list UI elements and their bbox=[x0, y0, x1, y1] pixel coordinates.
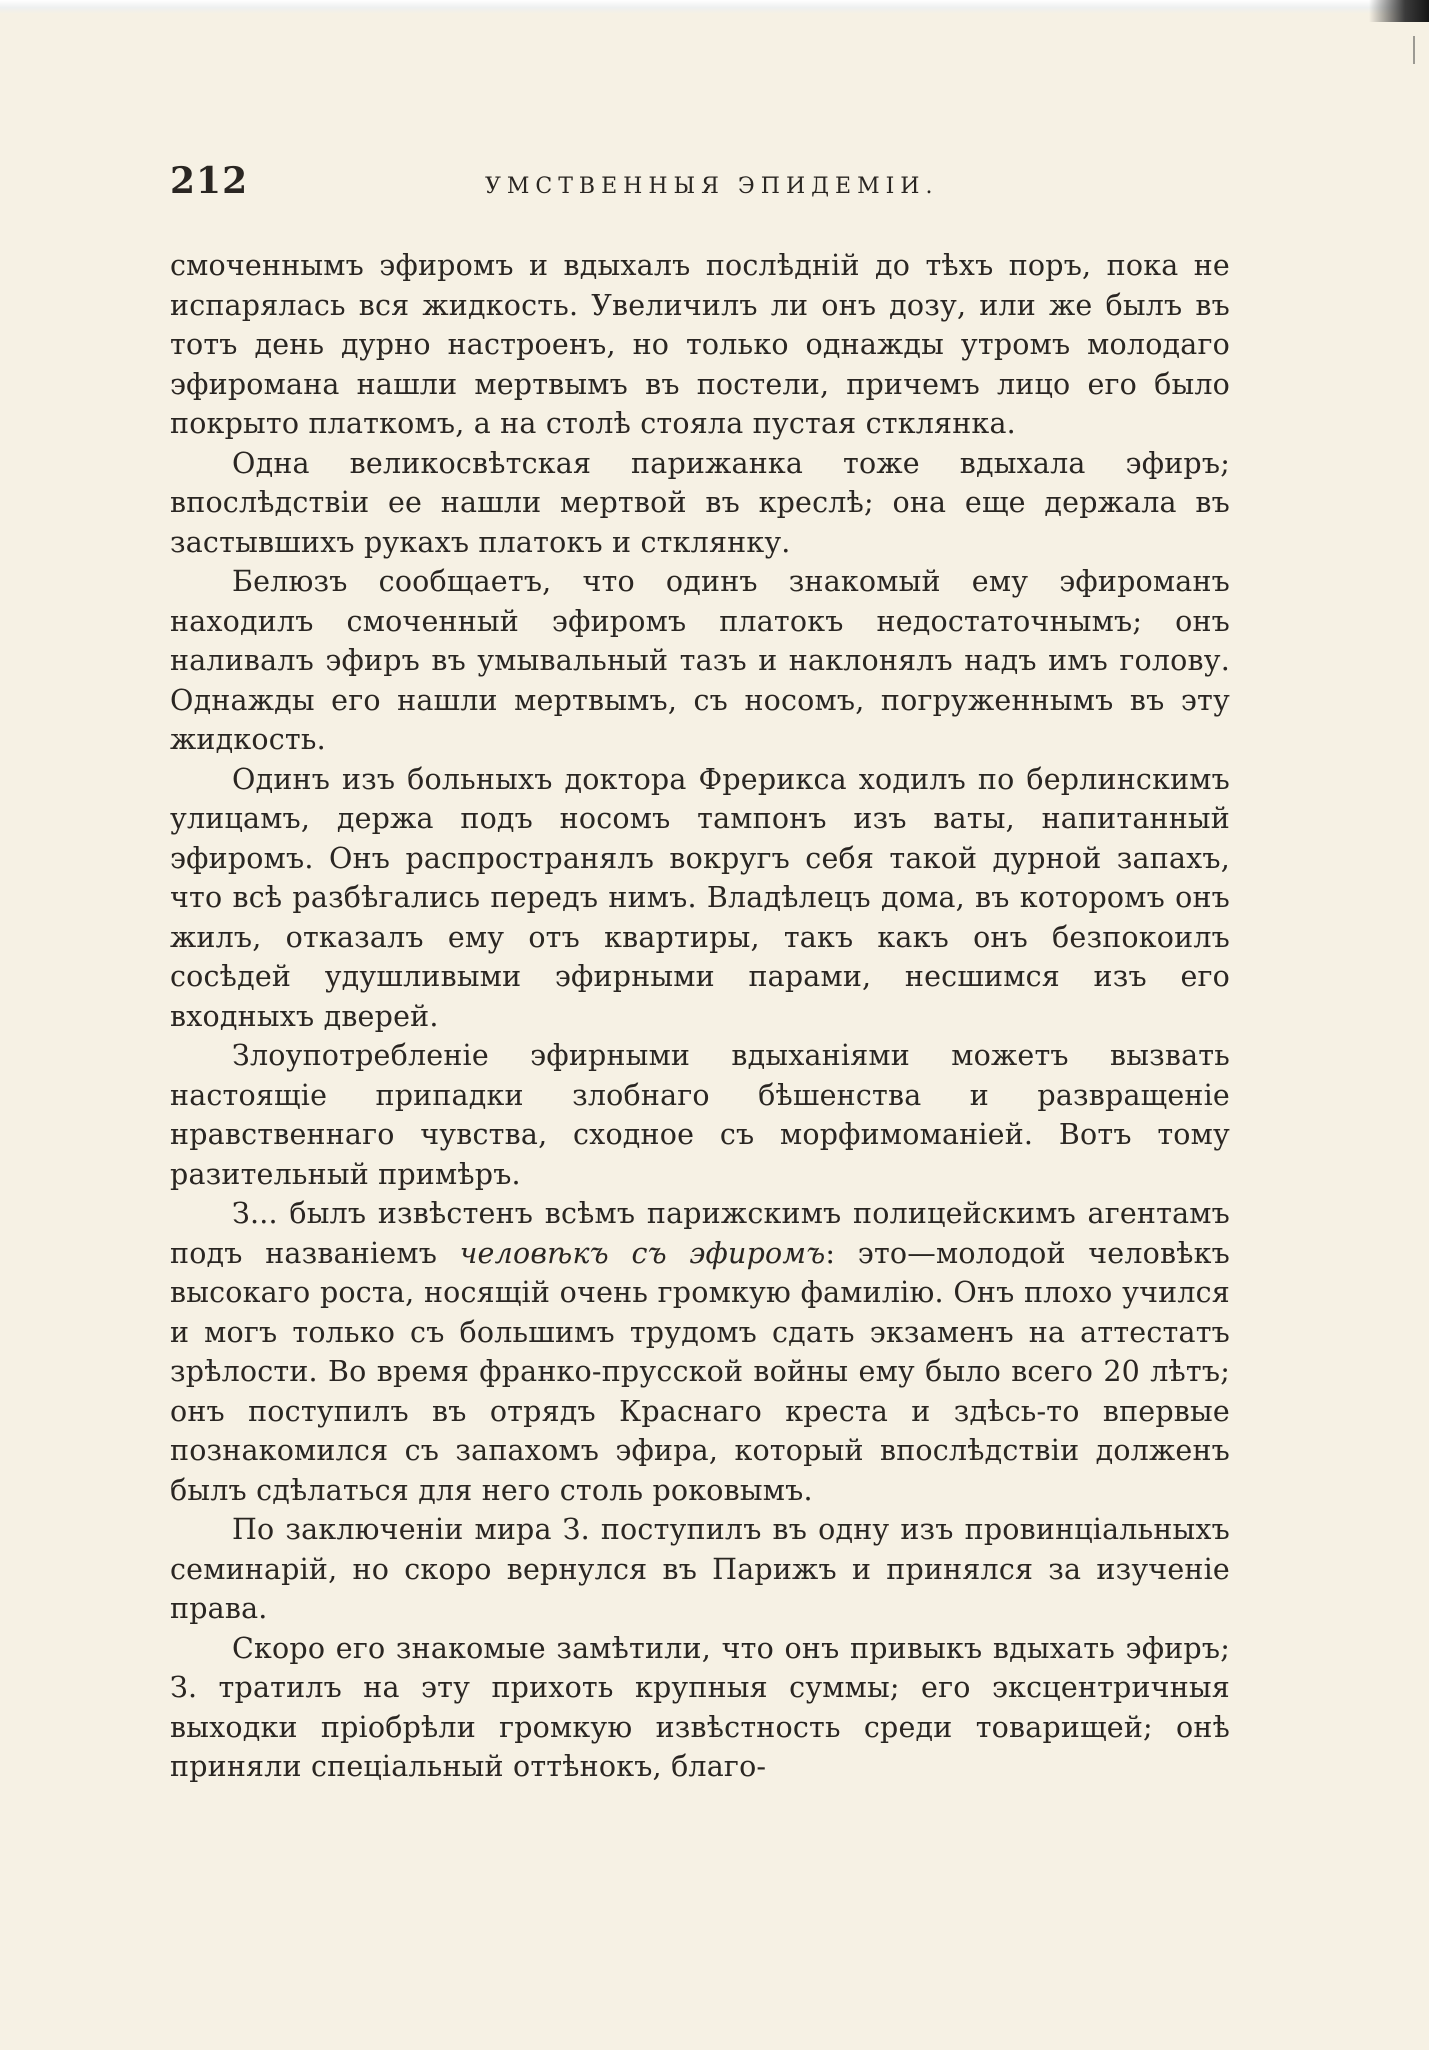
paragraph-8: Скоро его знакомые замѣтили, что онъ привыкъ вдыхать эфиръ; З. тратилъ на эту прихоть крупныя суммы; его эксцентричныя выходки пріобрѣли громкую извѣстность среди товарищей; онѣ приняли спеціальный оттѣнокъ, благо- bbox=[170, 1631, 1230, 1783]
paragraph-1: смоченнымъ эфиромъ и вдыхалъ послѣдній до тѣхъ поръ, пока не испарялась вся жидкость. Увеличилъ ли онъ дозу, или же былъ въ тотъ день дурно настроенъ, но только однажды утромъ молодаго эфиромана нашли мертвымъ въ постели, причемъ лицо его было покрыто платкомъ, а на столѣ стояла пустая стклянка. bbox=[170, 249, 1230, 440]
paragraph-7: По заключеніи мира З. поступилъ въ одну изъ провинціальныхъ семинарій, но скоро вернулся въ Парижъ и принялся за изученіе права. bbox=[170, 1513, 1230, 1625]
scan-corner-shadow bbox=[1369, 0, 1429, 22]
page-number: 212 bbox=[170, 160, 249, 202]
running-title: УМСТВЕННЫЯ ЭПИДЕМІИ. bbox=[485, 174, 939, 199]
page-body bbox=[170, 246, 1230, 1787]
book-page bbox=[170, 160, 1230, 1787]
paragraph-6 bbox=[170, 1194, 1230, 1510]
page-header bbox=[170, 160, 1230, 220]
paragraph-6-text-end: : это—молодой человѣкъ высокаго роста, носящій очень громкую фамилію. Онъ плохо учился и могъ только съ большимъ трудомъ сдать экзаменъ на аттестатъ зрѣлости. Во время франко-прусской войны ему было всего 20 лѣтъ; онъ поступилъ въ отрядъ Краснаго креста и здѣсь-то впервые познакомился съ запахомъ эфира, который впослѣдствіи долженъ былъ сдѣлаться для него столь роковымъ. bbox=[170, 1236, 1230, 1507]
scan-edge-mark bbox=[1413, 36, 1415, 64]
scan-top-edge bbox=[0, 0, 1429, 14]
paragraph-4: Одинъ изъ больныхъ доктора Фрерикса ходилъ по берлинскимъ улицамъ, держа подъ носомъ тампонъ изъ ваты, напитанный эфиромъ. Онъ распространялъ вокругъ себя такой дурной запахъ, что всѣ разбѣгались передъ нимъ. Владѣлецъ дома, въ которомъ онъ жилъ, отказалъ ему отъ квартиры, такъ какъ онъ безпокоилъ сосѣдей удушливыми эфирными парами, несшимся изъ его входныхъ дверей. bbox=[170, 762, 1230, 1033]
paragraph-2: Одна великосвѣтская парижанка тоже вдыхала эфиръ; впослѣдствіи ее нашли мертвой въ креслѣ; она еще держала въ застывшихъ рукахъ платокъ и стклянку. bbox=[170, 446, 1230, 559]
paragraph-6-italic-term: человѣкъ съ эфиромъ bbox=[459, 1236, 826, 1270]
paragraph-3: Белюзъ сообщаетъ, что одинъ знакомый ему эфироманъ находилъ смоченный эфиромъ платокъ недостаточнымъ; онъ наливалъ эфиръ въ умывальный тазъ и наклонялъ надъ имъ голову. Однажды его нашли мертвымъ, съ носомъ, погруженнымъ въ эту жидкость. bbox=[170, 565, 1230, 756]
paragraph-6-text-start: З... былъ извѣстенъ всѣмъ парижскимъ полицейскимъ агентамъ подъ названіемъ bbox=[170, 1197, 1230, 1270]
paragraph-5: Злоупотребленіе эфирными вдыханіями можетъ вызвать настоящіе припадки злобнаго бѣшенства и развращеніе нравственнаго чувства, сходное съ морфимоманіей. Вотъ тому разительный примѣръ. bbox=[170, 1039, 1230, 1191]
